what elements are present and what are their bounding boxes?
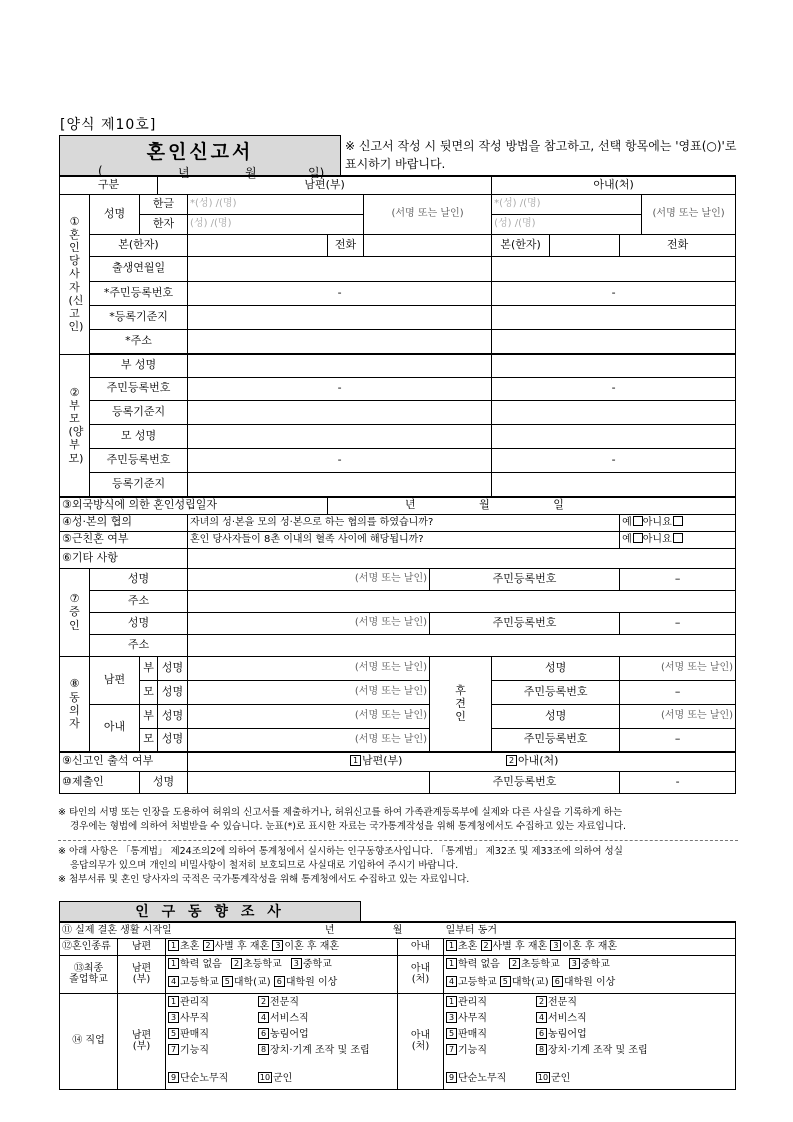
r3-w2: (처) bbox=[411, 974, 430, 985]
sec2-label-text: ② 부모 (양부모) bbox=[68, 385, 84, 465]
survey-r1-month: 월 bbox=[392, 924, 403, 936]
row5-yes: 예 bbox=[622, 534, 632, 546]
date-open: ( bbox=[98, 164, 103, 178]
r2-h-opt3[interactable]: 이혼 후 재혼 bbox=[284, 941, 340, 953]
wife-bon-label: 본(한자) bbox=[492, 234, 550, 256]
consent-wf-name-label: 성명 bbox=[158, 704, 188, 728]
survey-title: 인 구 동 향 조 사 bbox=[59, 901, 361, 922]
note1-line1: ※ 타인의 서명 또는 인장을 도용하여 허위의 신고서를 제출하거나, 허위신고를 하여 가족관계등록부에 실제와 다른 사실을 기록하게 하는 bbox=[58, 807, 623, 818]
r4-w-opt3[interactable]: 사무직 bbox=[458, 1012, 487, 1024]
date-day: 일) bbox=[308, 166, 325, 180]
wife-phone-label: 전화 bbox=[620, 234, 736, 256]
marriage-report-table bbox=[59, 175, 736, 794]
row10-name-label: 성명 bbox=[140, 771, 188, 793]
r4-h1: 남편 bbox=[131, 1029, 152, 1041]
name-label: 성명 bbox=[90, 194, 140, 234]
row10-rrn-input[interactable]: - bbox=[620, 771, 736, 793]
wife-hangul-input[interactable]: *(성) /(명) bbox=[492, 194, 642, 214]
guardian1-rrn-label: 주민등록번호 bbox=[492, 680, 620, 704]
r4-h-opt2[interactable]: 전문직 bbox=[270, 996, 299, 1008]
consent-hm-label: 모 bbox=[140, 680, 158, 704]
survey-r1-year: 년 bbox=[324, 924, 335, 936]
r3-h-opt4[interactable]: 고등학교 bbox=[180, 977, 219, 988]
husband-father-rrn[interactable]: - bbox=[188, 377, 492, 400]
r3-w-opt3[interactable]: 중학교 bbox=[580, 959, 610, 970]
witness2-addr-label: 주소 bbox=[90, 634, 188, 656]
r3-w-opt5[interactable]: 대학(교) bbox=[511, 977, 549, 988]
mother-reg-label: 등록기준지 bbox=[90, 472, 188, 497]
r4-w-opt2[interactable]: 전문직 bbox=[548, 996, 577, 1008]
r4-h-opt8[interactable]: 장치·기계 조작 및 조립 bbox=[270, 1044, 370, 1056]
reg-label: *등록기준지 bbox=[90, 305, 188, 329]
row5-answer[interactable] bbox=[620, 531, 736, 548]
form-label: [양식 제10호] bbox=[60, 117, 157, 133]
witness2-rrn-input[interactable]: – bbox=[620, 612, 736, 634]
row3-date[interactable] bbox=[328, 497, 736, 514]
r3-w-opt6[interactable]: 대학원 이상 bbox=[563, 977, 616, 988]
husband-birth-input[interactable] bbox=[188, 256, 492, 281]
husband-rrn-input[interactable]: - bbox=[188, 281, 492, 305]
husband-mother-input[interactable] bbox=[188, 424, 492, 448]
r3-h-opt1[interactable]: 학력 없음 bbox=[180, 959, 222, 970]
survey-r4-wife bbox=[398, 993, 444, 1089]
husband-phone-label: 전화 bbox=[328, 234, 364, 256]
survey-r1[interactable] bbox=[60, 922, 736, 938]
r3-w-opt4[interactable]: 고등학교 bbox=[458, 977, 497, 988]
guardian2-rrn-input[interactable]: – bbox=[620, 728, 736, 752]
r4-h-opt6[interactable]: 농림어업 bbox=[270, 1028, 309, 1040]
r4-h-opt4[interactable]: 서비스직 bbox=[270, 1012, 309, 1024]
note2-line1: ※ 아래 사항은 「통계법」 제24조의2에 의하여 통계청에서 실시하는 인구동향조사입니다. 「통계법」 제32조 및 제33조에 의하여 성실 bbox=[58, 840, 738, 859]
row9-opt2: 아내(처) bbox=[517, 754, 559, 768]
sec8-label bbox=[60, 656, 90, 752]
row10-name-input[interactable] bbox=[188, 771, 430, 793]
survey-r3-husband-opts[interactable]: 1 학력 없음 2 초등학교 3 중학교 4 고등학교 5 대학(교) 6 대학원 이상 bbox=[166, 955, 398, 993]
r4-h-opt5[interactable]: 판매직 bbox=[180, 1028, 209, 1040]
guardian-label-text: 후견인 bbox=[455, 683, 466, 724]
survey-r3-wife-opts[interactable]: 1 학력 없음 2 초등학교 3 중학교 4 고등학교 5 대학(교) 6 대학원 이상 bbox=[444, 955, 736, 993]
r3-w-opt1[interactable]: 학력 없음 bbox=[458, 959, 500, 970]
rrn-label: *주민등록번호 bbox=[90, 281, 188, 305]
father-reg-label: 등록기준지 bbox=[90, 400, 188, 424]
wife-mother-input[interactable] bbox=[492, 424, 736, 448]
r4-w-opt10[interactable]: 군인 bbox=[551, 1072, 571, 1084]
witness1-sign[interactable]: (서명 또는 날인) bbox=[188, 568, 430, 590]
r4-w-opt9[interactable]: 단순노무직 bbox=[458, 1072, 507, 1084]
survey-r4-husband bbox=[118, 993, 166, 1089]
notes bbox=[58, 806, 738, 887]
sec8-label-text: ⑧ 동의자 bbox=[69, 677, 80, 730]
col-husband: 남편(부) bbox=[158, 176, 492, 194]
r3-w-opt2[interactable]: 초등학교 bbox=[521, 959, 560, 970]
row4-no-checkbox[interactable] bbox=[673, 516, 683, 526]
survey-r2-husband-opts[interactable]: 1 초혼 2 사별 후 재혼 3 이혼 후 재혼 bbox=[166, 938, 398, 955]
survey-r2-wife: 아내 bbox=[398, 938, 444, 955]
note1-line2: 경우에는 형법에 의하여 처벌받을 수 있습니다. 눈표(*)로 표시한 자료는 국가통계작성을 위해 통계청에서도 수집하고 있는 자료입니다. bbox=[70, 821, 627, 832]
survey-r3-wife bbox=[398, 955, 444, 993]
row9-opt1-box[interactable]: 1 bbox=[350, 755, 361, 766]
husband-addr-input[interactable] bbox=[188, 329, 492, 353]
father-rrn-label: 주민등록번호 bbox=[90, 377, 188, 400]
witness2-addr-input[interactable] bbox=[188, 634, 736, 656]
consent-hf-label: 부 bbox=[140, 656, 158, 680]
wife-addr-input[interactable] bbox=[492, 329, 736, 353]
r4-w-opt5[interactable]: 판매직 bbox=[458, 1028, 487, 1040]
sec7-label bbox=[60, 568, 90, 656]
guardian-label bbox=[430, 656, 492, 752]
birth-label: 출생연월일 bbox=[90, 256, 188, 281]
survey-r3-husband bbox=[118, 955, 166, 993]
consent-wm-label: 모 bbox=[140, 728, 158, 752]
witness1-addr-label: 주소 bbox=[90, 590, 188, 612]
row9-opt2-box[interactable]: 2 bbox=[506, 755, 517, 766]
date-year: 년 bbox=[178, 166, 190, 180]
r4-w-opt1[interactable]: 관리직 bbox=[458, 996, 487, 1008]
guardian2-name-label: 성명 bbox=[492, 704, 620, 728]
survey-r1-tail: 일부터 동거 bbox=[445, 924, 498, 936]
consent-hf-sign[interactable]: (서명 또는 날인) bbox=[188, 656, 430, 680]
row4-yes-checkbox[interactable] bbox=[633, 516, 643, 526]
witness1-addr-input[interactable] bbox=[188, 590, 736, 612]
guardian2-rrn-label: 주민등록번호 bbox=[492, 728, 620, 752]
survey-r4-label: ⑭ 직업 bbox=[60, 993, 118, 1089]
consent-wf-sign[interactable]: (서명 또는 날인) bbox=[188, 704, 430, 728]
consent-hf-name-label: 성명 bbox=[158, 656, 188, 680]
consent-hm-name-label: 성명 bbox=[158, 680, 188, 704]
husband-reg-input[interactable] bbox=[188, 305, 492, 329]
r3-h2: (부) bbox=[132, 974, 151, 985]
sec1-label bbox=[60, 194, 90, 354]
wife-mother-reg[interactable] bbox=[492, 472, 736, 497]
row4-question: 자녀의 성·본을 모의 성·본으로 하는 협의를 하였습니까? bbox=[188, 514, 620, 531]
wife-sign[interactable]: (서명 또는 날인) bbox=[642, 194, 736, 234]
survey-r4-wife-opts[interactable]: 1 관리직 2 전문직 3 사무직 4 서비스직 5 판매직 6 농림어업 7 기능직 8 장치·기계 조작 및 조립 9 단순노무직 10 군인 bbox=[444, 993, 736, 1089]
row6-label: ⑥기타 사항 bbox=[60, 548, 188, 568]
row3-year: 년 bbox=[405, 498, 416, 512]
row10-rrn-label: 주민등록번호 bbox=[430, 771, 620, 793]
witness2-sign[interactable]: (서명 또는 날인) bbox=[188, 612, 430, 634]
guardian2-sign[interactable]: (서명 또는 날인) bbox=[620, 704, 736, 728]
wife-father-input[interactable] bbox=[492, 354, 736, 377]
note3: ※ 첨부서류 및 혼인 당사자의 국적은 국가통계작성을 위해 통계청에서도 수집하고 있는 자료입니다. bbox=[58, 874, 470, 885]
sec1-label-text: ① 혼인당사자 (신고인) bbox=[68, 214, 84, 334]
row5-yes-checkbox[interactable] bbox=[633, 533, 643, 543]
r3-label1: ⑬최종 bbox=[73, 962, 104, 974]
row9-options[interactable] bbox=[188, 752, 736, 771]
r4-h-opt1[interactable]: 관리직 bbox=[180, 996, 209, 1008]
father-name-label: 부 성명 bbox=[90, 354, 188, 377]
r4-w-opt4[interactable]: 서비스직 bbox=[548, 1012, 587, 1024]
guardian1-sign[interactable]: (서명 또는 날인) bbox=[620, 656, 736, 680]
r4-w-opt6[interactable]: 농림어업 bbox=[548, 1028, 587, 1040]
row3-month: 월 bbox=[479, 498, 490, 512]
r4-h-opt9[interactable]: 단순노무직 bbox=[180, 1072, 229, 1084]
row9-opt1: 남편(부) bbox=[362, 754, 403, 768]
row5-label: ⑤근친혼 여부 bbox=[60, 531, 188, 548]
witness1-rrn-label: 주민등록번호 bbox=[430, 568, 620, 590]
r3-w1: 아내 bbox=[410, 962, 431, 974]
row5-question: 혼인 당사자들이 8촌 이내의 혈족 사이에 해당됩니까? bbox=[188, 531, 620, 548]
husband-father-reg[interactable] bbox=[188, 400, 492, 424]
husband-mother-reg[interactable] bbox=[188, 472, 492, 497]
row3-day: 일 bbox=[553, 498, 564, 512]
r4-h-opt7[interactable]: 기능직 bbox=[180, 1044, 209, 1056]
date-month: 월 bbox=[245, 166, 257, 180]
wife-rrn-input[interactable]: - bbox=[492, 281, 736, 305]
guardian1-name-label: 성명 bbox=[492, 656, 620, 680]
witness2-name-label: 성명 bbox=[90, 612, 188, 634]
survey-r2-wife-opts[interactable]: 1 초혼 2 사별 후 재혼 3 이혼 후 재혼 bbox=[444, 938, 736, 955]
row4-label: ④성·본의 협의 bbox=[60, 514, 188, 531]
survey-r2-label: ⑫혼인종류 bbox=[60, 938, 118, 955]
survey-table bbox=[59, 921, 736, 1090]
wife-bon-input[interactable] bbox=[550, 234, 620, 256]
consent-wm-name-label: 성명 bbox=[158, 728, 188, 752]
husband-sign[interactable]: (서명 또는 날인) bbox=[364, 194, 492, 234]
witness1-name-label: 성명 bbox=[90, 568, 188, 590]
consent-husband-label: 남편 bbox=[90, 656, 140, 704]
r3-h1: 남편 bbox=[131, 962, 152, 974]
r4-h-opt3[interactable]: 사무직 bbox=[180, 1012, 209, 1024]
husband-hangul-input[interactable]: *(성) /(명) bbox=[188, 194, 364, 214]
wife-father-reg[interactable] bbox=[492, 400, 736, 424]
row5-no-checkbox[interactable] bbox=[673, 533, 683, 543]
row4-answer[interactable] bbox=[620, 514, 736, 531]
r2-h-opt1[interactable]: 초혼 bbox=[180, 941, 200, 953]
husband-hanja-input[interactable]: (성) /(명) bbox=[188, 214, 364, 234]
consent-wf-label: 부 bbox=[140, 704, 158, 728]
wife-birth-input[interactable] bbox=[492, 256, 736, 281]
row10-label: ⑩제출인 bbox=[60, 771, 140, 793]
witness2-rrn-label: 주민등록번호 bbox=[430, 612, 620, 634]
hangul-label: 한글 bbox=[140, 194, 188, 214]
hanja-label: 한자 bbox=[140, 214, 188, 234]
r4-w1: 아내 bbox=[410, 1029, 431, 1041]
survey-r3-label bbox=[60, 955, 118, 993]
wife-reg-input[interactable] bbox=[492, 305, 736, 329]
consent-wife-label: 아내 bbox=[90, 704, 140, 752]
mother-name-label: 모 성명 bbox=[90, 424, 188, 448]
consent-wm-sign[interactable]: (서명 또는 날인) bbox=[188, 728, 430, 752]
survey-r1-label: ⑪ 실제 결혼 생활 시작일 bbox=[62, 924, 172, 936]
row6-input[interactable] bbox=[188, 548, 736, 568]
form-title: 혼인신고서 bbox=[146, 141, 254, 163]
row4-no: 아니요 bbox=[642, 517, 672, 529]
consent-hm-sign[interactable]: (서명 또는 날인) bbox=[188, 680, 430, 704]
r3-label2: 졸업학교 bbox=[69, 974, 108, 985]
r2-w-opt3[interactable]: 이혼 후 재혼 bbox=[562, 941, 618, 953]
sec2-label bbox=[60, 354, 90, 497]
r2-w-opt1[interactable]: 초혼 bbox=[458, 941, 478, 953]
guardian1-rrn-input[interactable]: – bbox=[620, 680, 736, 704]
r2-w-opt2[interactable]: 사별 후 재혼 bbox=[492, 941, 548, 953]
husband-phone-input[interactable] bbox=[364, 234, 492, 256]
r4-w-opt8[interactable]: 장치·기계 조작 및 조립 bbox=[548, 1044, 648, 1056]
wife-father-rrn[interactable]: - bbox=[492, 377, 736, 400]
row4-yes: 예 bbox=[622, 517, 632, 529]
r3-h-opt2[interactable]: 초등학교 bbox=[243, 959, 282, 970]
sec7-label-text: ⑦ 증인 bbox=[69, 592, 80, 632]
husband-father-input[interactable] bbox=[188, 354, 492, 377]
note2-line2: 응답의무가 있으며 개인의 비밀사항이 철저히 보호되므로 사실대로 기입하여 주시기 바랍니다. bbox=[70, 860, 459, 871]
r2-h-opt2[interactable]: 사별 후 재혼 bbox=[214, 941, 270, 953]
col-wife: 아내(처) bbox=[492, 176, 736, 194]
title-box bbox=[59, 135, 341, 180]
wife-mother-rrn[interactable]: - bbox=[492, 448, 736, 472]
header-note: ※ 신고서 작성 시 뒷면의 작성 방법을 참고하고, 선택 항목에는 '영표(○)'로 표시하기 바랍니다. bbox=[345, 139, 737, 171]
row3-label: ③외국방식에 의한 혼인성립일자 bbox=[60, 497, 328, 514]
r3-h-opt6[interactable]: 대학원 이상 bbox=[285, 977, 338, 988]
r4-w2: (처) bbox=[411, 1041, 430, 1052]
survey-r2-husband: 남편 bbox=[118, 938, 166, 955]
r4-h2: (부) bbox=[132, 1041, 151, 1052]
r4-w-opt7[interactable]: 기능직 bbox=[458, 1044, 487, 1056]
r3-h-opt3[interactable]: 중학교 bbox=[302, 959, 332, 970]
survey-r4-husband-opts[interactable]: 1 관리직 2 전문직 3 사무직 4 서비스직 5 판매직 6 농림어업 7 기능직 8 장치·기계 조작 및 조립 9 단순노무직 10 군인 bbox=[166, 993, 398, 1089]
husband-bon-input[interactable] bbox=[188, 234, 328, 256]
witness1-rrn-input[interactable]: – bbox=[620, 568, 736, 590]
r3-h-opt5[interactable]: 대학(교) bbox=[233, 977, 271, 988]
husband-mother-rrn[interactable]: - bbox=[188, 448, 492, 472]
r4-h-opt10[interactable]: 군인 bbox=[273, 1072, 293, 1084]
col-gubun: 구분 bbox=[60, 176, 158, 194]
bon-label: 본(한자) bbox=[90, 234, 188, 256]
mother-rrn-label: 주민등록번호 bbox=[90, 448, 188, 472]
row9-label: ⑨신고인 출석 여부 bbox=[60, 752, 188, 771]
wife-hanja-input[interactable]: (성) /(명) bbox=[492, 214, 642, 234]
row5-no: 아니요 bbox=[642, 534, 672, 546]
addr-label: *주소 bbox=[90, 329, 188, 353]
